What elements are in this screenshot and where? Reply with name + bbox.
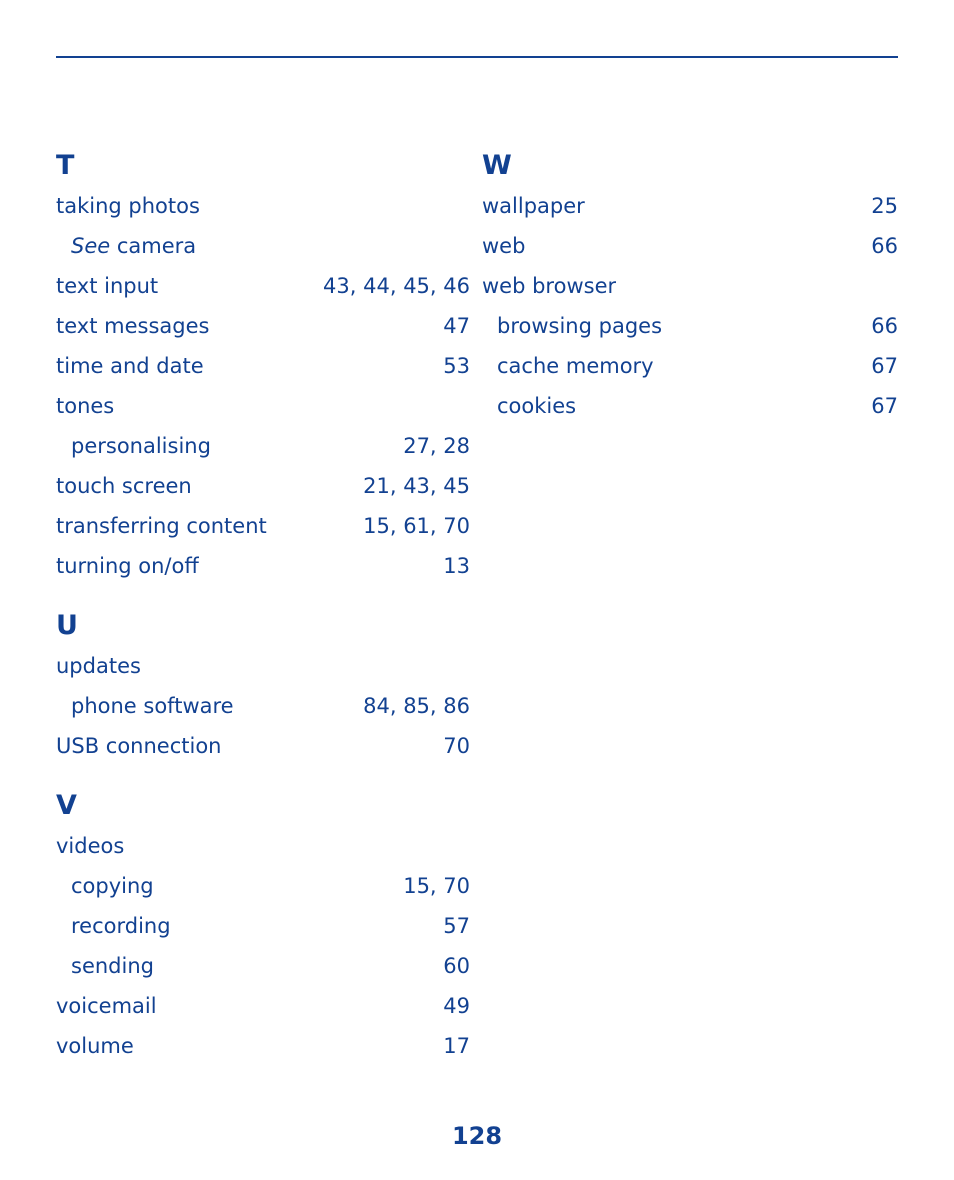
index-entry bbox=[482, 186, 898, 226]
entry-pages bbox=[462, 226, 470, 266]
entry-term: volume bbox=[56, 1034, 134, 1058]
index-subentry bbox=[56, 426, 470, 466]
see-reference: See bbox=[71, 234, 111, 258]
index-entry bbox=[482, 226, 898, 266]
entry-term: cache memory bbox=[497, 354, 654, 378]
index-entry bbox=[56, 306, 470, 346]
index-entry bbox=[56, 266, 470, 306]
entry-term: tones bbox=[56, 394, 115, 418]
index-entry bbox=[56, 986, 470, 1026]
index-entry bbox=[56, 346, 470, 386]
section-letter: U bbox=[56, 610, 78, 641]
index-subentry bbox=[482, 346, 898, 386]
entry-pages: 17 bbox=[443, 1034, 470, 1058]
index-subentry bbox=[56, 946, 470, 986]
entry-pages: 84, 85, 86 bbox=[363, 694, 470, 718]
entry-pages: 43, 44, 45, 46 bbox=[323, 274, 470, 298]
entry-pages bbox=[462, 826, 470, 866]
index-subentry bbox=[56, 226, 470, 266]
entry-pages: 66 bbox=[871, 234, 898, 258]
entry-term: copying bbox=[71, 874, 154, 898]
index-section-t bbox=[56, 146, 470, 586]
entry-term: videos bbox=[56, 834, 125, 858]
entry-term: turning on/off bbox=[56, 554, 199, 578]
entry-pages: 15, 61, 70 bbox=[363, 514, 470, 538]
index-entry bbox=[56, 466, 470, 506]
index-column-right bbox=[482, 146, 898, 426]
entry-term: web browser bbox=[482, 274, 617, 298]
index-entry bbox=[56, 1026, 470, 1066]
header-rule bbox=[56, 56, 898, 58]
entry-pages bbox=[462, 386, 470, 426]
index-section-w bbox=[482, 146, 898, 426]
index-subentry bbox=[482, 306, 898, 346]
entry-pages: 15, 70 bbox=[403, 874, 470, 898]
entry-term: touch screen bbox=[56, 474, 192, 498]
entry-term: text messages bbox=[56, 314, 210, 338]
entry-term: cookies bbox=[497, 394, 577, 418]
entry-term: taking photos bbox=[56, 194, 200, 218]
section-letter: T bbox=[56, 150, 75, 181]
entry-pages: 70 bbox=[443, 734, 470, 758]
entry-pages: 66 bbox=[871, 314, 898, 338]
entry-pages: 27, 28 bbox=[403, 434, 470, 458]
entry-pages bbox=[462, 646, 470, 686]
index-entry bbox=[482, 266, 898, 306]
entry-pages: 49 bbox=[443, 994, 470, 1018]
entry-pages bbox=[890, 266, 898, 306]
entry-term: voicemail bbox=[56, 994, 157, 1018]
index-subentry bbox=[56, 866, 470, 906]
page-number: 128 bbox=[451, 1122, 503, 1150]
entry-term: text input bbox=[56, 274, 159, 298]
entry-pages: 67 bbox=[871, 354, 898, 378]
index-entry bbox=[56, 646, 470, 686]
entry-pages: 25 bbox=[871, 194, 898, 218]
index-section-v bbox=[56, 786, 470, 1066]
index-section-u bbox=[56, 606, 470, 766]
entry-term: personalising bbox=[71, 434, 211, 458]
entry-term: browsing pages bbox=[497, 314, 663, 338]
index-entry bbox=[56, 386, 470, 426]
entry-term: web bbox=[482, 234, 526, 258]
entry-pages: 57 bbox=[443, 914, 470, 938]
entry-term: transferring content bbox=[56, 514, 267, 538]
entry-term: recording bbox=[71, 914, 171, 938]
entry-term: phone software bbox=[71, 694, 234, 718]
entry-term: time and date bbox=[56, 354, 204, 378]
entry-pages: 47 bbox=[443, 314, 470, 338]
index-subentry bbox=[56, 686, 470, 726]
entry-pages: 21, 43, 45 bbox=[363, 474, 470, 498]
entry-pages: 13 bbox=[443, 554, 470, 578]
index-entry bbox=[56, 826, 470, 866]
index-column-left bbox=[56, 146, 470, 1066]
index-entry bbox=[56, 506, 470, 546]
entry-pages: 60 bbox=[443, 954, 470, 978]
entry-pages: 67 bbox=[871, 394, 898, 418]
entry-term: USB connection bbox=[56, 734, 222, 758]
index-subentry bbox=[482, 386, 898, 426]
index-entry bbox=[56, 546, 470, 586]
index-entry bbox=[56, 726, 470, 766]
entry-term: updates bbox=[56, 654, 141, 678]
index-entry bbox=[56, 186, 470, 226]
entry-term: sending bbox=[71, 954, 154, 978]
section-letter: V bbox=[56, 790, 77, 821]
entry-term: wallpaper bbox=[482, 194, 585, 218]
section-letter: W bbox=[482, 150, 512, 181]
index-subentry bbox=[56, 906, 470, 946]
entry-pages: 53 bbox=[443, 354, 470, 378]
entry-pages bbox=[462, 186, 470, 226]
entry-term: See camera bbox=[71, 234, 197, 258]
